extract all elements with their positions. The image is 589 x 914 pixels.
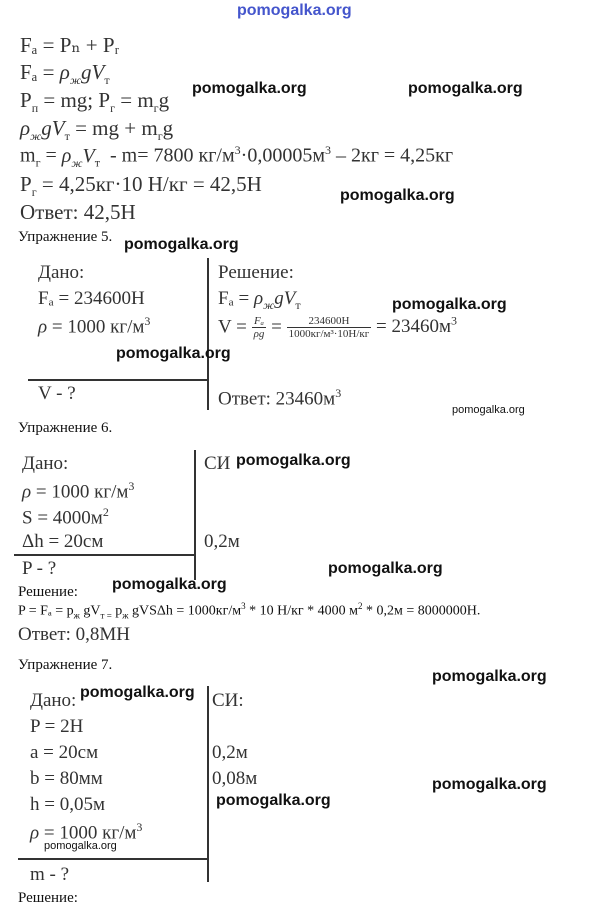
ex7-divider-vertical <box>207 686 209 882</box>
watermark: pomogalka.org <box>236 452 351 469</box>
watermark: pomogalka.org <box>408 80 523 97</box>
watermark: pomogalka.org <box>124 236 239 253</box>
frac-numerator: 234600Н <box>287 315 372 328</box>
frac-denominator: 1000кг/м³·10Н/кг <box>288 328 370 341</box>
ex6-solution-label: Решение: <box>18 584 78 600</box>
watermark: pomogalka.org <box>432 668 547 685</box>
ex7-find: m - ? <box>30 864 70 885</box>
ex5-given-2: ρ = 1000 $кг/м^3$ <box>38 314 151 338</box>
ex7-si-2: 0,2м <box>212 742 248 763</box>
ex7-given-4: h = 0,05м <box>30 794 105 815</box>
prev-line-4: $\rho_жgV_т$ = mg + $m_гg$ <box>20 116 174 144</box>
ex5-solution-1: $F_a = \rho_жgV_т$ <box>218 288 301 312</box>
prev-answer: Ответ: 42,5Н <box>20 200 136 224</box>
ex7-si-3: 0,08м <box>212 768 258 789</box>
ex7-given-1: P = 2Н <box>30 716 84 737</box>
watermark: pomogalka.org <box>112 576 227 593</box>
watermark: pomogalka.org <box>80 684 195 701</box>
exercise-5-title: Упражнение 5. <box>18 229 113 245</box>
ex7-given-label: Дано: <box>30 690 77 711</box>
ex5-divider-horizontal <box>28 379 208 381</box>
ex6-divider-horizontal <box>14 554 195 556</box>
prev-line-6: $P_г = 4,25кг\cdot 10$ Н/кг = 42,5Н <box>20 172 262 200</box>
watermark: pomogalka.org <box>116 345 231 362</box>
exercise-6-title: Упражнение 6. <box>18 420 113 436</box>
ex5-find: V - ? <box>38 383 76 404</box>
watermark: pomogalka.org <box>44 840 117 852</box>
ex6-given-2: $S = 4000м^2$ <box>22 505 109 529</box>
ex5-given-1: Fₐ = 234600Н <box>38 288 145 309</box>
watermark: pomogalka.org <box>192 80 307 97</box>
frac-denominator: ρg <box>253 328 265 341</box>
ex6-divider-vertical <box>194 450 196 580</box>
watermark: pomogalka.org <box>216 792 331 809</box>
ex7-solution-label: Решение: <box>18 890 78 906</box>
prev-line-2: $F_a = \rho_жgV_т$ <box>20 60 110 88</box>
ex7-si-label: СИ: <box>212 690 244 711</box>
ex5-given-label: Дано: <box>38 262 85 283</box>
ex6-given-label: Дано: <box>22 453 69 474</box>
prev-line-3: $P_п$ = mg; $P_г = m_гg$ <box>20 88 170 116</box>
ex5-solution-2: V = $\frac{\text{Fₐ}}{\rho g}$ = $\frac{234600Н}{\text{1000кг/м³·10Н/кг}}$ = $23460м^3$ <box>218 314 458 341</box>
watermark: pomogalka.org <box>340 187 455 204</box>
watermark-top: pomogalka.org <box>237 2 352 19</box>
ex6-si-1: 0,2м <box>204 531 240 552</box>
frac-numerator: Fₐ <box>252 315 267 328</box>
ex5-answer: Ответ: $23460м^3$ <box>218 386 342 410</box>
ex7-divider-horizontal <box>18 858 208 860</box>
ex7-given-5: ρ = 1000 $кг/м^3$ <box>30 820 143 844</box>
watermark: pomogalka.org <box>392 296 507 313</box>
ex6-formula: $P = F_a = p_ж$ $gV_{т =}$ $p_ж$ $gVS\Delta h = 1000кг/м^3 * 10$ Н/кг * 4000 $м^2 * 0,2м = 8000000Н$. <box>18 601 481 621</box>
ex7-given-2: a = 20см <box>30 742 99 763</box>
ex7-given-3: b = 80мм <box>30 768 103 789</box>
ex6-si-label: СИ <box>204 453 231 474</box>
prev-line-1: Fₐ = Pₙ + Pᵣ <box>20 33 120 57</box>
ex6-given-1: ρ = 1000 $кг/м^3$ <box>22 479 135 503</box>
watermark: pomogalka.org <box>432 776 547 793</box>
ex5-solution-label: Решение: <box>218 262 294 283</box>
ex6-answer: Ответ: 0,8МН <box>18 624 131 645</box>
ex5-divider-vertical <box>207 258 209 410</box>
ex6-given-3: Δh = 20см <box>22 531 104 552</box>
ex6-find: P - ? <box>22 558 57 579</box>
exercise-7-title: Упражнение 7. <box>18 657 113 673</box>
watermark: pomogalka.org <box>328 560 443 577</box>
watermark: pomogalka.org <box>452 404 525 416</box>
prev-line-5: $m_г = \rho_жV_т - m= 7800$ $кг/м^3\cdot 0,00005м^3 - 2кг = 4,25кг$ <box>20 143 454 170</box>
